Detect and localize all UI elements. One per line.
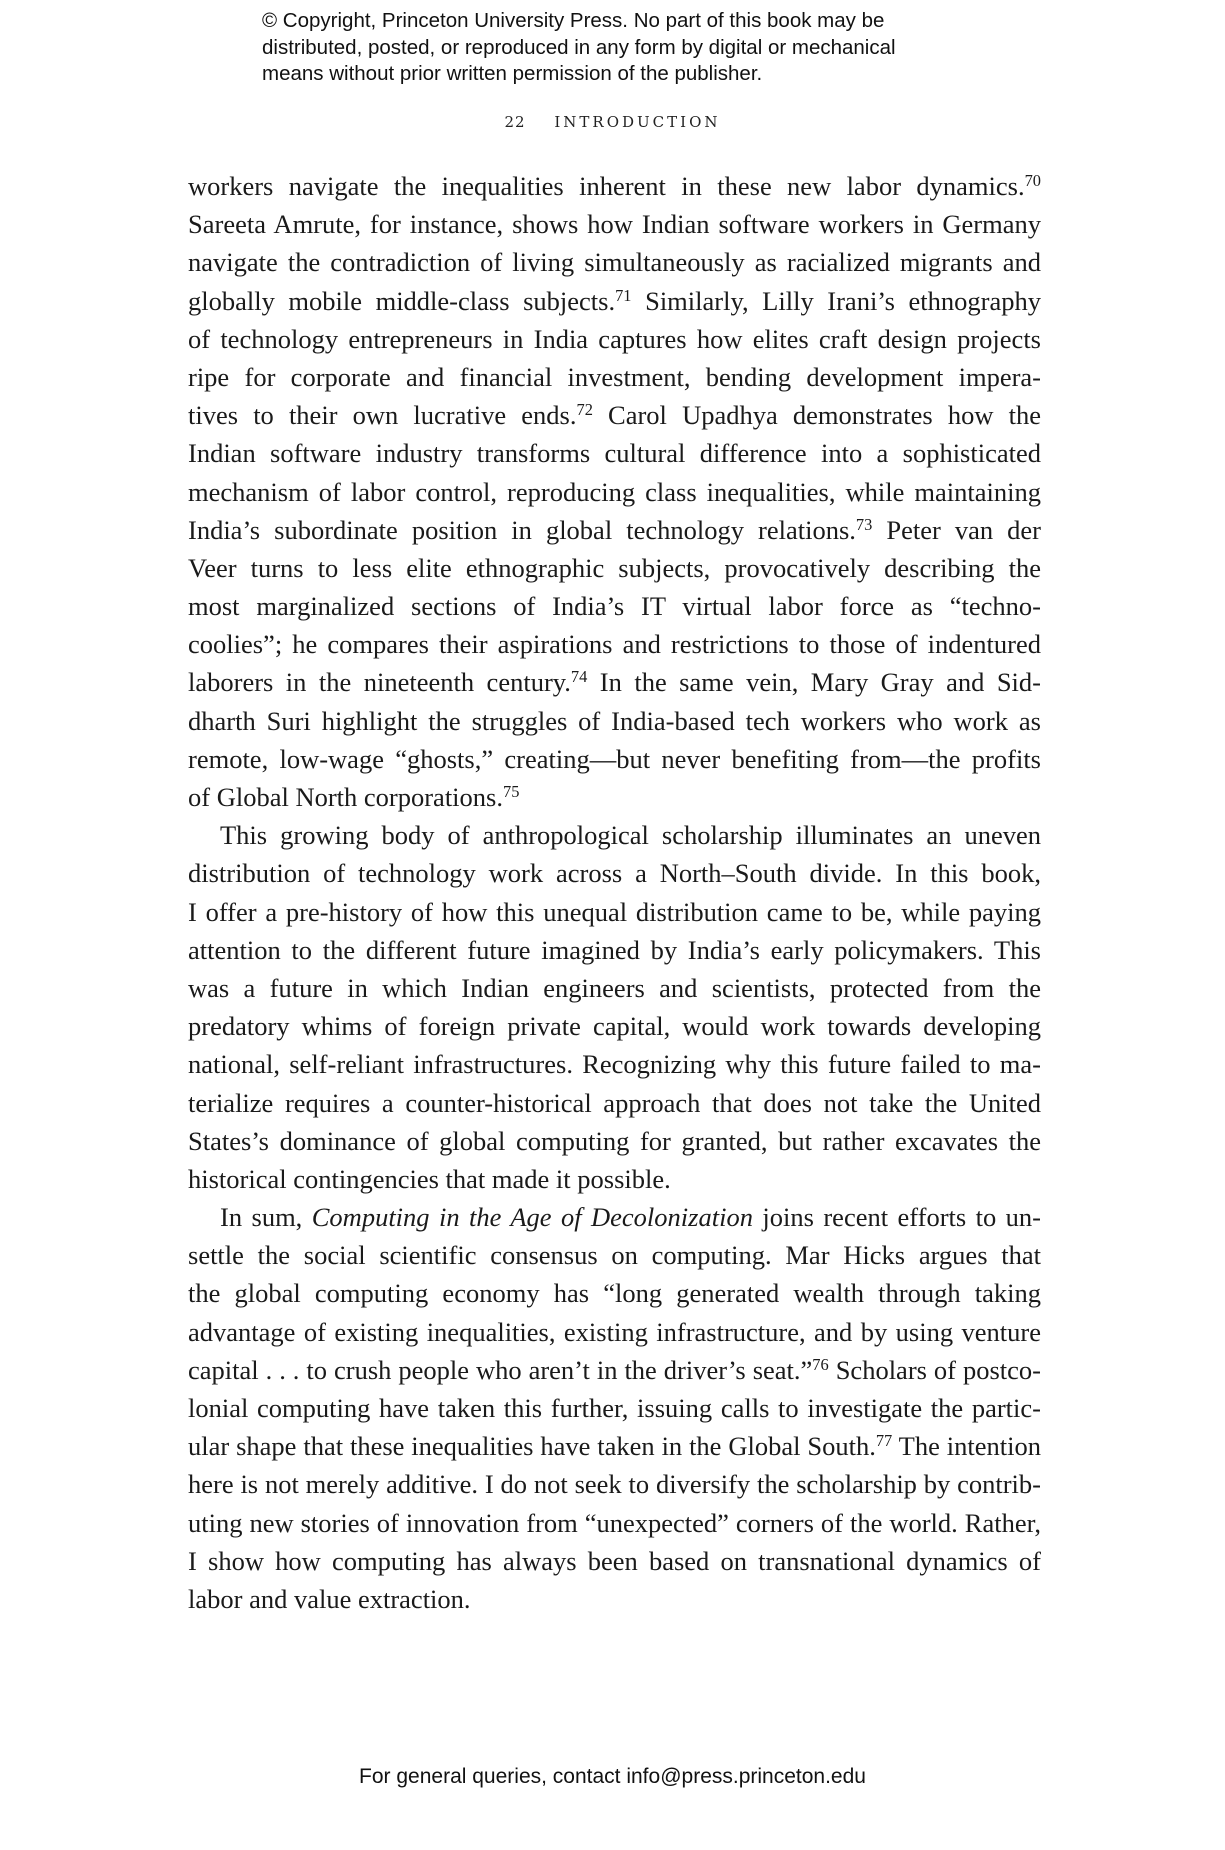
paragraph bbox=[188, 816, 1041, 1198]
line-text: of Global North corporations. bbox=[188, 782, 503, 812]
text-line bbox=[188, 1313, 1041, 1351]
text-line bbox=[188, 243, 1041, 281]
running-head bbox=[0, 113, 1225, 131]
text-line bbox=[188, 549, 1041, 587]
text-line bbox=[188, 1389, 1041, 1427]
text-line bbox=[188, 893, 1041, 931]
body-text bbox=[188, 167, 1041, 1618]
line-text: lonial computing have taken this further, issuing calls to investigate the partic- bbox=[188, 1393, 1041, 1423]
line-text: of technology entrepreneurs in India captures how elites craft design projects bbox=[188, 323, 1041, 354]
line-text: dharth Suri highlight the struggles of India-based tech workers who work as bbox=[188, 705, 1041, 736]
text-line bbox=[188, 358, 1041, 396]
text-line bbox=[188, 1427, 1041, 1465]
footnote-ref[interactable]: 77 bbox=[875, 1431, 893, 1451]
line-text: most marginalized sections of India’s IT virtual labor force as “techno- bbox=[188, 591, 1041, 622]
text-line bbox=[188, 1542, 1041, 1580]
line-text: settle the social scientific consensus on computing. Mar Hicks argues that bbox=[188, 1240, 1041, 1271]
text-line bbox=[188, 282, 1041, 320]
line-text: ripe for corporate and financial investment, bending development impera- bbox=[188, 361, 1041, 392]
text-line bbox=[188, 1198, 1041, 1236]
book-title: Computing in the Age of Decolonization bbox=[311, 1202, 753, 1233]
line-text: national, self-reliant infrastructures. Recognizing why this future failed to ma- bbox=[188, 1049, 1041, 1080]
text-line bbox=[188, 778, 1041, 816]
text-line bbox=[188, 740, 1041, 778]
paragraph bbox=[188, 1198, 1041, 1618]
text-line bbox=[188, 854, 1041, 892]
line-text: Similarly, Lilly Irani’s ethnography bbox=[631, 285, 1042, 316]
line-text: workers navigate the inequalities inherent in these new labor dynamics. bbox=[188, 171, 1025, 201]
line-text: the global computing economy has “long generated wealth through taking bbox=[188, 1278, 1041, 1309]
text-line bbox=[188, 702, 1041, 740]
line-text: navigate the contradiction of living simultaneously as racialized migrants and bbox=[188, 247, 1041, 278]
line-text: ular shape that these inequalities have taken in the Global South. bbox=[188, 1431, 876, 1462]
text-line bbox=[188, 1236, 1041, 1274]
line-text: Indian software industry transforms cultural difference into a sophisticated bbox=[188, 438, 1041, 469]
line-text: I show how computing has always been based on transnational dynamics of bbox=[188, 1545, 1041, 1576]
line-text: laborers in the nineteenth century. bbox=[188, 667, 571, 698]
line-text: joins recent efforts to un- bbox=[752, 1202, 1041, 1233]
footnote-ref[interactable]: 73 bbox=[855, 514, 873, 534]
line-text: Scholars of postco- bbox=[828, 1354, 1041, 1385]
section-title: INTRODUCTION bbox=[554, 113, 721, 131]
footnote-ref[interactable]: 71 bbox=[615, 285, 632, 305]
copyright-line: distributed, posted, or reproduced in any form by digital or mechanical bbox=[262, 35, 896, 59]
text-line bbox=[188, 167, 1041, 205]
page-number: 22 bbox=[504, 113, 526, 131]
line-text: was a future in which Indian engineers and scientists, protected from the bbox=[188, 972, 1041, 1003]
text-line bbox=[188, 969, 1041, 1007]
text-line bbox=[188, 1122, 1041, 1160]
text-line bbox=[188, 1045, 1041, 1083]
text-line bbox=[188, 434, 1041, 472]
line-text: here is not merely additive. I do not seek to diversify the scholarship by contrib- bbox=[188, 1469, 1041, 1500]
line-text: Veer turns to less elite ethnographic subjects, provocatively describing the bbox=[188, 552, 1041, 583]
text-line bbox=[188, 625, 1041, 663]
line-text: Carol Upadhya demonstrates how the bbox=[592, 400, 1041, 431]
text-line bbox=[188, 320, 1041, 358]
line-text: uting new stories of innovation from “unexpected” corners of the world. Rather, bbox=[188, 1507, 1041, 1538]
line-text: tives to their own lucrative ends. bbox=[188, 400, 577, 431]
line-text: Peter van der bbox=[872, 514, 1041, 545]
text-line bbox=[188, 473, 1041, 511]
text-line bbox=[188, 1084, 1041, 1122]
text-line bbox=[188, 396, 1041, 434]
text-line bbox=[188, 205, 1041, 243]
line-text: predatory whims of foreign private capital, would work towards developing bbox=[188, 1011, 1041, 1042]
line-text: terialize requires a counter-historical approach that does not take the United bbox=[188, 1087, 1041, 1118]
footnote-ref[interactable]: 72 bbox=[576, 400, 593, 420]
line-text: In the same vein, Mary Gray and Sid- bbox=[587, 667, 1041, 698]
line-text: Sareeta Amrute, for instance, shows how Indian software workers in Germany bbox=[188, 209, 1041, 240]
text-line bbox=[188, 663, 1041, 701]
text-line bbox=[188, 1465, 1041, 1503]
footnote-ref[interactable]: 76 bbox=[812, 1354, 829, 1374]
text-line bbox=[188, 816, 1041, 854]
text-line bbox=[188, 587, 1041, 625]
line-text: remote, low-wage “ghosts,” creating—but never benefiting from—the profits bbox=[188, 743, 1041, 774]
footnote-ref[interactable]: 70 bbox=[1024, 170, 1041, 190]
text-line bbox=[188, 1504, 1041, 1542]
line-text: In sum, bbox=[220, 1202, 312, 1233]
footnote-ref[interactable]: 74 bbox=[570, 667, 588, 687]
text-line bbox=[188, 511, 1041, 549]
line-text: historical contingencies that made it possible. bbox=[188, 1163, 671, 1194]
text-line bbox=[188, 1351, 1041, 1389]
line-text: States’s dominance of global computing for granted, but rather excavates the bbox=[188, 1125, 1041, 1156]
footnote-ref[interactable]: 75 bbox=[503, 781, 520, 801]
line-text: labor and value extraction. bbox=[188, 1583, 471, 1614]
line-text: coolies”; he compares their aspirations and restrictions to those of indentured bbox=[188, 629, 1041, 660]
contact-footer: For general queries, contact info@press.princeton.edu bbox=[359, 1765, 866, 1788]
copyright-notice bbox=[262, 8, 1022, 88]
text-line bbox=[188, 1274, 1041, 1312]
line-text: mechanism of labor control, reproducing class inequalities, while maintaining bbox=[188, 476, 1041, 507]
line-text: I offer a pre-history of how this unequal distribution came to be, while paying bbox=[188, 896, 1041, 927]
line-text: This growing body of anthropological scholarship illuminates an uneven bbox=[220, 820, 1041, 851]
line-text: The intention bbox=[892, 1431, 1041, 1462]
line-text: capital . . . to crush people who aren’t in the driver’s seat.” bbox=[188, 1354, 813, 1385]
text-line bbox=[188, 1160, 1041, 1198]
text-line bbox=[188, 1007, 1041, 1045]
copyright-line: means without prior written permission of the publisher. bbox=[262, 62, 763, 85]
line-text: India’s subordinate position in global technology relations. bbox=[188, 514, 856, 545]
paragraph bbox=[188, 167, 1041, 816]
line-text: attention to the different future imagined by India’s early policymakers. This bbox=[188, 934, 1041, 965]
line-text: distribution of technology work across a North–South divide. In this book, bbox=[188, 858, 1041, 889]
text-line bbox=[188, 1580, 1041, 1618]
line-text: advantage of existing inequalities, existing infrastructure, and by using venture bbox=[188, 1316, 1041, 1347]
line-text: globally mobile middle-class subjects. bbox=[188, 285, 616, 316]
copyright-line: © Copyright, Princeton University Press. No part of this book may be bbox=[262, 9, 885, 32]
text-line bbox=[188, 931, 1041, 969]
